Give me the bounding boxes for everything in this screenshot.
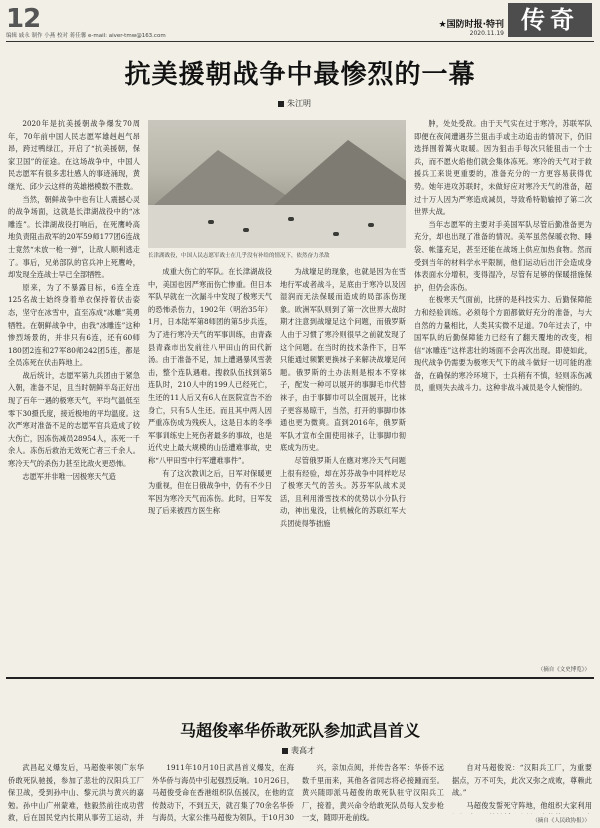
snowfield (148, 205, 406, 248)
photo-caption: 长津湖战役，中国人民志愿军战士在几乎没有补给的情况下，依然奋力杀敌 (148, 253, 330, 259)
soldier-figure (368, 223, 374, 227)
section-brand-logo: 传奇 (508, 3, 592, 37)
byline-square-icon (282, 748, 288, 754)
soldier-figure (243, 228, 249, 232)
paragraph: 尽管俄罗斯人在應对寒冷天气问题上很有经验，却在苏芬战争中同样吃尽了极寒天气的苦头。苏芬军队战术灵活，且利用滑雪技术的优势以小分队行动，神出鬼没，让机械化的苏联红军大兵团徒得筝拙施 (280, 455, 406, 528)
article1-column-1 (8, 118, 140, 674)
soldier-figure (333, 232, 339, 236)
article1-source-note: （摘自《文史博览》） (537, 667, 590, 673)
paragraph: 为战壕足的现象，也就是因为在雪地行军或者战斗，足底由于寒冷以及因湿润而无法保暖而造成的局部冻伤现象。欧洲军队则到了第一次世界大战时期才注意到战壕足这个问题，而俄罗斯人由于习惯了寒冷则很早之前就发现了这个问题。在当时的技术条件下，日军只能通过频繁更换袜子来解决战壕足问题。俄罗斯的土办法则是根本不穿袜子，配发一种可以展开的事脚毛巾代替袜子，由于事脚巾可以全面展开，比袜子更容易晾干，当然，打开的事脚巾体通也更为微爽。直到2016年，俄罗斯军队才宣布全面使用袜子，让事脚巾彻底成为历史。 (280, 267, 406, 453)
article1-byline (278, 98, 311, 109)
byline-square-icon (278, 101, 284, 107)
article2-column-3 (302, 762, 444, 824)
article1-column-4 (414, 118, 592, 664)
paragraph: 志愿军并非唯一因极寒天气造 (22, 471, 116, 481)
soldier-figure (208, 220, 214, 224)
issue-date: 2020.11.19 (469, 30, 504, 37)
article2-column-1 (8, 762, 144, 824)
paragraph: 原来，为了不暴露目标，6连全连125名战士始终身着单衣保持着伏击姿态，坚守在冰雪中，直至冻成“冰雕”英勇牺牲。在朝鲜战争中，由我“冰雕连”这种惨烈场景的，并非只有6连，还有60师180团2连和27军80师242团5连，都是全员冻死在伏击阵地上。 (8, 282, 140, 368)
paragraph: 兴，亲加点阅，并传告各军：华侨不远数千里而来，其他各省同志将必接踵而至。黄兴随即派马超俊的敢死队驻守汉阳兵工厂，接着，黄兴命令给敢死队员每人发步枪一支，随即开赴前线。 (302, 763, 444, 823)
article1-author: 朱江明 (287, 99, 311, 108)
paragraph: 肿，处处受敌。由于天气实在过于寒冷，苏联军队即便在夜间遭遇芬兰狙击手或主动追击的情况下，仍旧选择围着篝火取暖。因为狙击手每次只能狙击一个士兵，而不愿火焰他们就会集体冻死。寒冷的天气对于救援兵工来说更重要的，准备充分的一方更容易获得优势。她年进攻苏联时，未做好应对寒冷天气的准备，超过十万人因为严寒造成减员，导致希特勒输掉了第二次世界大战。 (414, 119, 592, 217)
article1-column-3 (280, 266, 406, 674)
article-separator (6, 677, 594, 679)
paragraph: 有了这次教训之后，日军对保暖更为重视，但在日俄战争中，仍有不少日军因为寒冷天气而冻伤。此时，日军发现了后来被西方医生称 (148, 468, 272, 516)
paragraph: 成重大伤亡的军队。在长津湖战役中，美国也因严寒而伤亡惨重。但日本军队早就在一次漏斗中发现了极寒天气的恐怖杀伤力，1902年（明治35年）1月，日本陆军第8师团的第5步兵连，为了进行寒冷天气的军事训练，由青森县青森市出发前往八甲田山的田代新汤。由于准备不足，加上遭遇暴风雪袭击，整个连队遇难。搜救队伍找到第5连队时，210人中的199人已经死亡，生还的11人后又有6人在医院宣告不治身亡，只有5人生还。而且其中两人因严重冻伤成为残疾人，这是日本的冬季军事训练史上死伤者最多的事故，也是近代史上最大规模的山岳遭难事故，史称“八甲田雪中行军遭难事件”。 (148, 267, 272, 465)
article2-column-2 (152, 762, 294, 824)
mountain-shape (268, 140, 406, 210)
paragraph: 当年志愿军的主要对手美国军队尽管后勤准备更为充分，却也出现了准备的情况。美军虽然保暖衣物、睡袋、帐篷充足，甚至还能在战场上供应加热食物。然而受到当年的材料学水平限制，他们运动后出汗会造成身体表面水分增积，变得湿冷，尽管有足够的保暖措施保护，但仍会冻伤。 (414, 219, 592, 292)
article2-title: 马超俊率华侨敢死队参加武昌首义 (179, 721, 420, 740)
page-header (0, 0, 600, 40)
paragraph: 2020年是抗美援朝战争爆发70周年，70年前中国人民志愿军雄赳赳气昂昂，跨过鸭绿江，开启了“抗美援朝，保家卫国”的征途。在这场战争中，中国人民志愿军有很多悲壮感人的事迹涌现，黄继光、邱少云这样的英雄楷模数不胜数。 (8, 119, 140, 191)
section-label: ★国防时报·特刊 (438, 20, 504, 30)
paragraph: 战后统计，志愿军第九兵团由于紧急入朝，准备不足，且当时朝鲜半岛正好出现了百年一遇的极寒天气，平均气温低至零下30摄氏度，接近极地的平均温度。这次严寒对准备不足的志愿军官兵造成了较大伤亡，因冻伤减员28954人，冻死一千余人。冻伤后救治无效死亡者三千余人。寒冷天气的杀伤力甚至比敌火更恐怖。 (8, 370, 140, 469)
article2-byline (282, 745, 315, 756)
header-rule (6, 41, 594, 42)
article1-column-2 (148, 266, 272, 674)
soldier-figure (288, 217, 294, 221)
article2-source-note: （摘自《人民政协报》） (532, 818, 590, 824)
paragraph: 在极寒天气面前，比拼的是科技实力、后勤保障能力和经验训练。必须每个方面都做好充分的准备，与大自然的力量相比，人类其实微不足道。70年过去了，中国军队的后勤保障能力已经有了翻天覆地的改变，相信“冰雕连”这样悲壮的场面不会再次出现。即使如此，现代战争仍需要为极寒天气下的战斗做好一切可能的准备，在确保的寒冷环境下，士兵稍有不慎，轻则冻伤减员，重则失去战斗力。这种非战斗减员是令人惋惜的。 (414, 295, 592, 393)
paragraph: 当然，朝鲜战争中也有让人震撼心灵的战争场面，这就是长津湖战役中的“冰雕连”。长津湖战役打响后，在死鹰岭高地负责阻击敌军的20军59师177团6连战士竟然“未放一枪一弹”，让敌人顺利逃走了。事后，兄弟部队的官兵冲上死鹰岭，却发现全连战士早已全部牺牲。 (8, 194, 140, 280)
paragraph: 武昌起义爆发后，马超俊率领广东华侨敢死队驰援，参加了悲壮的汉阳兵工厂保卫战，受到孙中山、黎元洪与黄兴的嘉勉。孙中山广州蒙难，他毅然前往成功营救，后在国民党内长期从事劳工运动，并 (8, 763, 144, 823)
battle-photo (148, 120, 406, 248)
editor-credits: 编辑 戚永 制作 小燕 校对 蒋佳馨 e-mail: aiver-tmw@163.com (6, 33, 166, 39)
article2-column-4 (452, 762, 592, 814)
page-number: 12 (6, 4, 41, 34)
article2-author: 裴高才 (291, 746, 315, 755)
paragraph: 1911年10月10日武昌首义爆发，在海外华侨与海员中引起强烈反响。10月26日，马超俊受命在香港组织队伍援汉，在他的宣传鼓动下，不到五天，就召集了70余名华侨与海员，大家公推马超俊为领队，于10月30 (152, 763, 294, 823)
paragraph: 马超俊发誓死守阵地，他组织大家利用 (466, 800, 592, 810)
article1-title: 抗美援朝战争中最惨烈的一幕 (124, 60, 476, 90)
paragraph: 自对马超俊说：“汉阳兵工厂，为重要据点，万不可失，此次又弥之成败，尊赖此战。” (452, 763, 592, 798)
